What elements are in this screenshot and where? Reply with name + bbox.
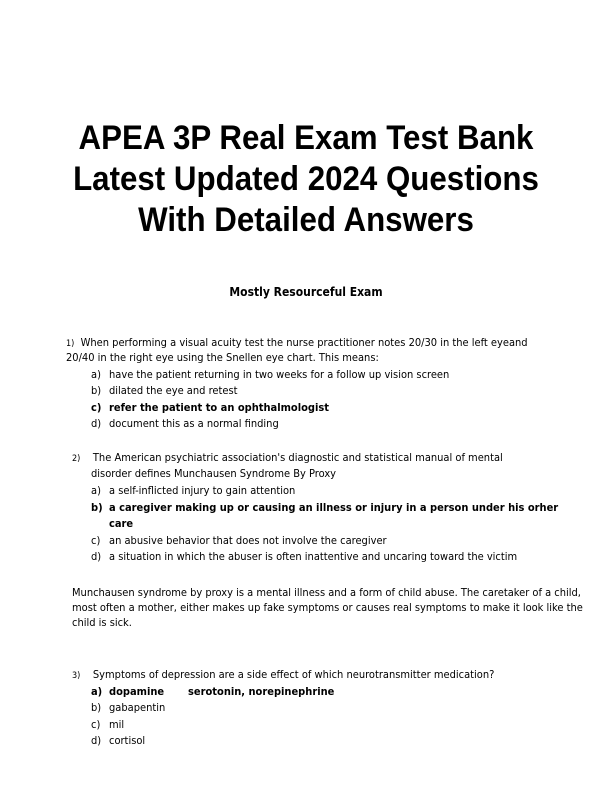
option-letter: b)	[91, 701, 102, 714]
title-line: APEA 3P Real Exam Test Bank	[78, 119, 534, 157]
option-letter: d)	[91, 417, 102, 430]
answer-option	[91, 416, 279, 431]
question-text: Symptoms of depression are a side effect of which neurotransmitter medication?	[92, 668, 495, 681]
answer-option	[91, 367, 449, 382]
option-letter: a)	[91, 368, 101, 381]
option-text: gabapentin	[109, 701, 166, 714]
title-line: With Detailed Answers	[138, 201, 474, 239]
option-letter: c)	[91, 718, 101, 731]
question-text: 20/40 in the right eye using the Snellen eye chart. This means:	[66, 351, 379, 364]
question-2-stem	[72, 450, 503, 467]
option-letter: c)	[91, 534, 101, 547]
option-text: a situation in which the abuser is often inattentive and uncaring toward the victim	[109, 550, 518, 563]
question-text: disorder defines Munchausen Syndrome By Proxy	[91, 467, 337, 480]
document-subtitle: Mostly Resourceful Exam	[229, 285, 383, 299]
answer-option	[91, 700, 165, 715]
option-text: document this as a normal finding	[109, 417, 279, 430]
option-letter: d)	[91, 734, 102, 747]
answer-option	[91, 733, 145, 748]
option-text: a caregiver making up or causing an illness or injury in a person under his orher	[109, 501, 559, 514]
question-number: 2)	[72, 454, 81, 464]
option-letter: b)	[91, 384, 102, 397]
answer-option	[91, 483, 295, 498]
correct-answer-option	[91, 400, 329, 415]
explanation-line: most often a mother, either makes up fake symptoms or causes real symptoms to make it look like the	[72, 601, 583, 614]
option-extra-text: serotonin, norepinephrine	[188, 685, 335, 698]
option-text: refer the patient to an ophthalmologist	[109, 401, 330, 414]
option-letter: d)	[91, 550, 102, 563]
option-letter: a)	[91, 685, 103, 698]
option-text: an abusive behavior that does not involve the caregiver	[109, 534, 387, 547]
option-letter: c)	[91, 401, 102, 414]
option-letter: b)	[91, 501, 103, 514]
correct-answer-option	[91, 500, 558, 515]
document-title	[24, 118, 587, 241]
option-text: a self-inflicted injury to gain attention	[109, 484, 296, 497]
option-text: mil	[109, 718, 125, 731]
title-line: Latest Updated 2024 Questions	[73, 160, 539, 198]
question-number: 3)	[72, 671, 81, 681]
answer-option	[91, 717, 124, 732]
answer-option	[91, 549, 517, 564]
answer-option	[91, 533, 387, 548]
explanation-line: Munchausen syndrome by proxy is a mental illness and a form of child abuse. The caretaker of a child,	[72, 586, 581, 599]
question-text: When performing a visual acuity test the nurse practitioner notes 20/30 in the left eyeand	[80, 336, 528, 349]
option-text: dopamine	[109, 685, 165, 698]
question-3-stem	[72, 667, 494, 684]
answer-option	[91, 383, 238, 398]
option-text: cortisol	[109, 734, 146, 747]
question-number: 1)	[66, 339, 75, 349]
option-text: care	[109, 517, 134, 530]
correct-answer-option	[91, 684, 164, 699]
question-text: The American psychiatric association's diagnostic and statistical manual of mental	[92, 451, 503, 464]
explanation	[72, 585, 583, 630]
option-text: dilated the eye and retest	[109, 384, 238, 397]
explanation-line: child is sick.	[72, 616, 132, 629]
option-text: have the patient returning in two weeks for a follow up vision screen	[109, 368, 450, 381]
option-letter: a)	[91, 484, 101, 497]
